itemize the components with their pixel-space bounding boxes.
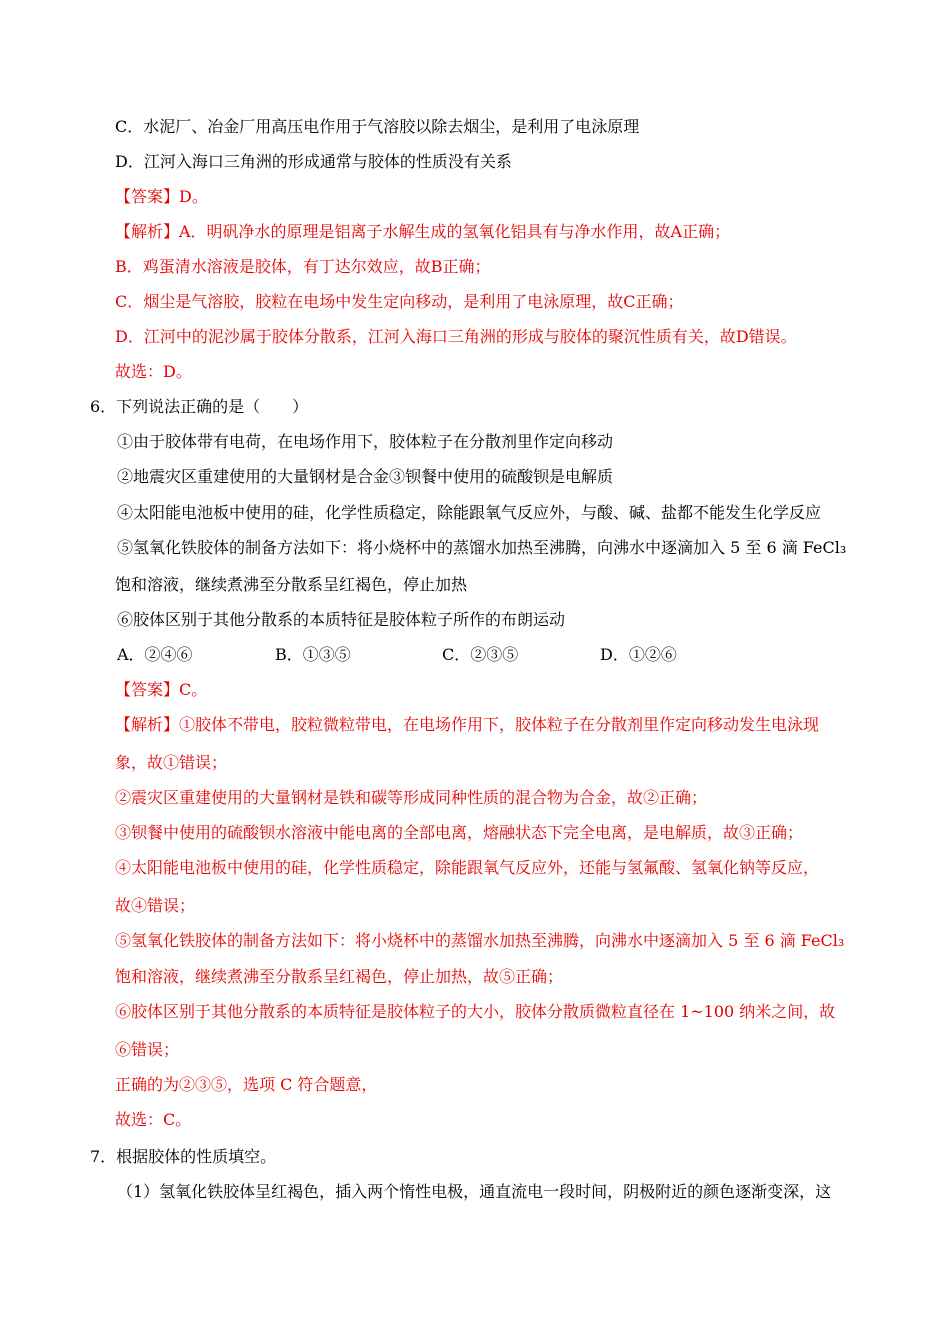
question-7: 7．根据胶体的性质填空。	[90, 1147, 277, 1166]
line-24: 饱和溶液，继续煮沸至分散系呈红褐色，停止加热，故⑤正确；	[115, 967, 564, 986]
line-18: 象，故①错误；	[115, 753, 228, 772]
option-a: A．②④⑥	[117, 645, 193, 664]
question-7-part-1: （1）氢氧化铁胶体呈红褐色，插入两个惰性电极，通直流电一段时间，阴极附近的颜色逐渐变深，这	[117, 1182, 832, 1201]
line-23: ⑤氢氧化铁胶体的制备方法如下：将小烧杯中的蒸馏水加热至沸腾，向沸水中逐滴加入 5 至 6 滴 FeCl₃	[115, 931, 845, 950]
answer-6: 【答案】C。	[115, 680, 208, 699]
option-b: B．①③⑤	[275, 645, 351, 664]
statement-1: ①由于胶体带有电荷，在电场作用下，胶体粒子在分散剂里作定向移动	[117, 432, 614, 451]
question-6: 6．下列说法正确的是（ ）	[90, 397, 309, 416]
line-27: 正确的为②③⑤，选项 C 符合题意，	[115, 1075, 378, 1094]
line-2: D．江河入海口三角洲的形成通常与胶体的性质没有关系	[115, 152, 512, 171]
line-19: ②震灾区重建使用的大量钢材是铁和碳等形成同种性质的混合物为合金，故②正确；	[115, 788, 708, 807]
line-22: 故④错误；	[115, 896, 196, 915]
line-28: 故选：C。	[115, 1110, 192, 1129]
line-1: C．水泥厂、冶金厂用高压电作用于气溶胶以除去烟尘，是利用了电泳原理	[115, 117, 640, 136]
line-26: ⑥错误；	[115, 1040, 180, 1059]
option-d: D．①②⑥	[600, 645, 677, 664]
line-20: ③钡餐中使用的硫酸钡水溶液中能电离的全部电离，熔融状态下完全电离，是电解质，故③正确；	[115, 823, 804, 842]
line-5: B．鸡蛋清水溶液是胶体，有丁达尔效应，故B正确；	[115, 257, 491, 276]
statement-6: ⑥胶体区别于其他分散系的本质特征是胶体粒子所作的布朗运动	[117, 610, 566, 629]
line-8: 故选：D。	[115, 362, 192, 381]
line-21: ④太阳能电池板中使用的硅，化学性质稳定，除能跟氧气反应外，还能与氢氟酸、氢氧化钠等反应，	[115, 858, 820, 877]
analysis-5: 【解析】A．明矾净水的原理是铝离子水解生成的氢氧化铝具有与净水作用，故A正确；	[115, 222, 731, 241]
analysis-6: 【解析】①胶体不带电，胶粒微粒带电，在电场作用下，胶体粒子在分散剂里作定向移动发生电泳现	[115, 715, 820, 734]
statement-4: ④太阳能电池板中使用的硅，化学性质稳定，除能跟氧气反应外，与酸、碱、盐都不能发生化学反应	[117, 503, 822, 522]
statement-2-3: ②地震灾区重建使用的大量钢材是合金③钡餐中使用的硫酸钡是电解质	[117, 467, 614, 486]
line-25: ⑥胶体区别于其他分散系的本质特征是胶体粒子的大小，胶体分散质微粒直径在 1~100 纳米之间，故	[115, 1002, 836, 1021]
line-7: D．江河中的泥沙属于胶体分散系，江河入海口三角洲的形成与胶体的聚沉性质有关，故D错误。	[115, 327, 797, 346]
statement-5-cont: 饱和溶液，继续煮沸至分散系呈红褐色，停止加热	[115, 575, 468, 594]
answer-5: 【答案】D。	[115, 187, 208, 206]
line-6: C．烟尘是气溶胶，胶粒在电场中发生定向移动，是利用了电泳原理，故C正确；	[115, 292, 684, 311]
statement-5: ⑤氢氧化铁胶体的制备方法如下：将小烧杯中的蒸馏水加热至沸腾，向沸水中逐滴加入 5 至 6 滴 FeCl₃	[117, 538, 847, 557]
option-c: C．②③⑤	[442, 645, 519, 664]
